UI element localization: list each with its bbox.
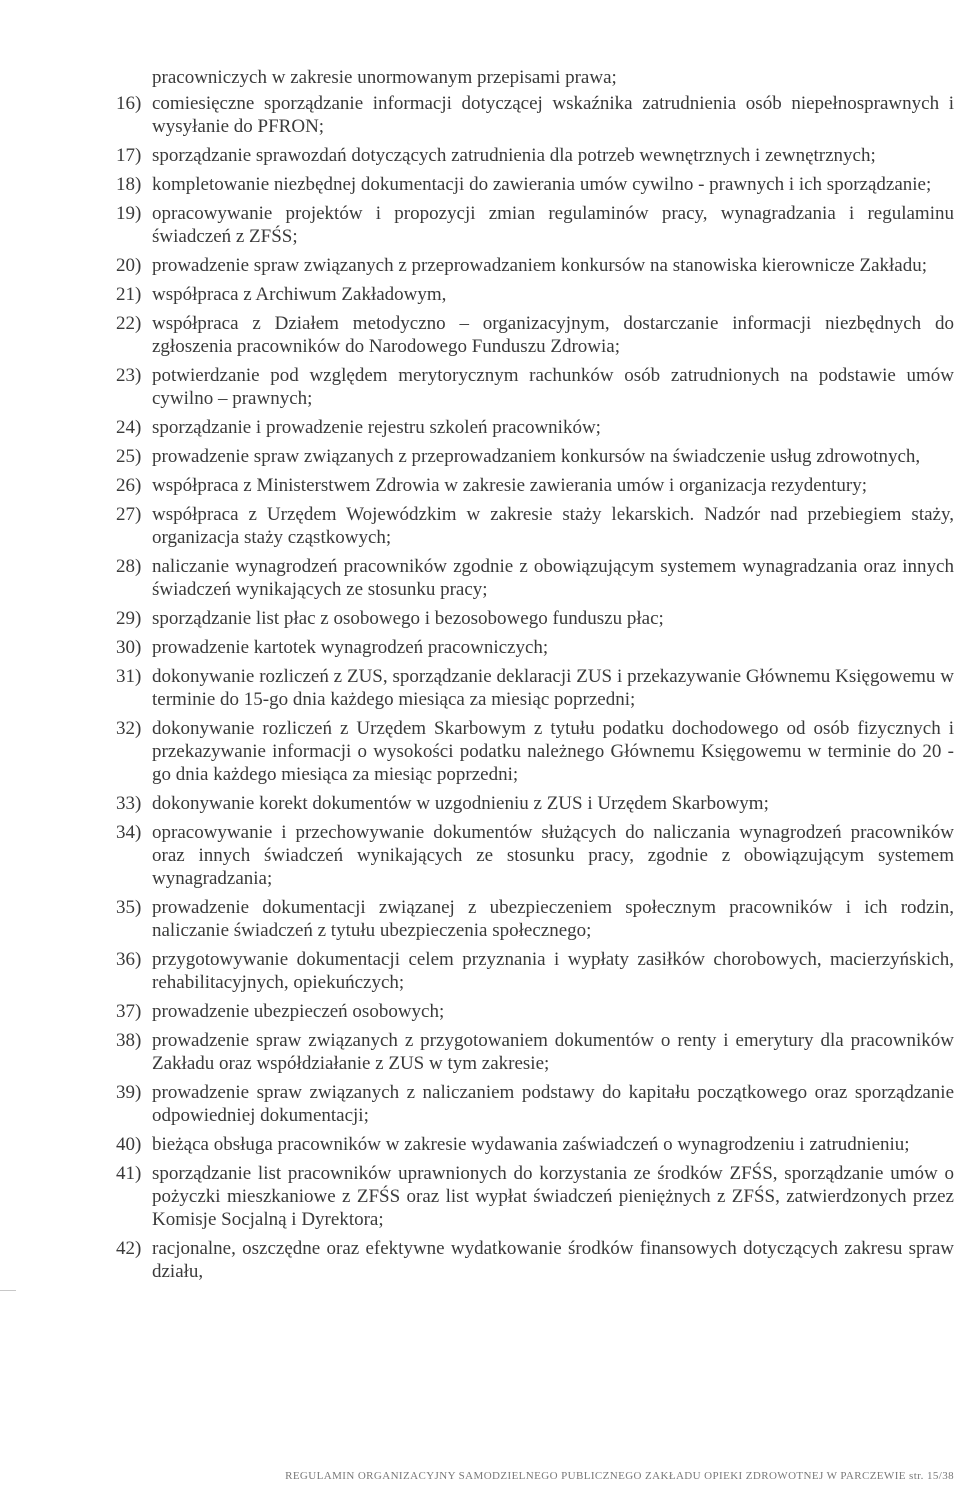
item-text: opracowywanie projektów i propozycji zmian regulaminów pracy, wynagradzania i regulaminu świadczeń z ZFŚS; [152, 203, 954, 247]
item-text: współpraca z Działem metodyczno – organizacyjnym, dostarczanie informacji niezbędnych do zgłoszenia pracowników do Narodowego Funduszu Zdrowia; [152, 313, 954, 357]
item-text: prowadzenie spraw związanych z przygotowaniem dokumentów o renty i emerytury dla pracowników Zakładu oraz współdziałanie z ZUS w tym zakresie; [152, 1030, 954, 1074]
item-text: kompletowanie niezbędnej dokumentacji do zawierania umów cywilno - prawnych i ich sporządzanie; [152, 174, 932, 195]
list-item [116, 555, 954, 601]
item-number: 29) [116, 608, 142, 629]
list-item [116, 717, 954, 786]
item-number: 20) [116, 255, 142, 276]
item-number: 35) [116, 897, 142, 918]
item-number: 40) [116, 1134, 142, 1155]
item-number: 27) [116, 504, 142, 525]
item-number: 37) [116, 1001, 142, 1022]
list-item [116, 173, 954, 196]
item-number: 42) [116, 1238, 142, 1259]
item-text: prowadzenie dokumentacji związanej z ubezpieczeniem społecznym pracowników i ich rodzin, naliczanie świadczeń z tytułu ubezpieczenia społecznego; [152, 897, 954, 941]
item-text: współpraca z Archiwum Zakładowym, [152, 284, 447, 305]
item-number: 32) [116, 718, 142, 739]
list-item [116, 665, 954, 711]
item-number: 25) [116, 446, 142, 467]
item-number: 38) [116, 1030, 142, 1051]
item-number: 19) [116, 203, 142, 224]
list-item [116, 503, 954, 549]
item-text: prowadzenie spraw związanych z naliczaniem podstawy do kapitału początkowego oraz sporządzanie odpowiedniej dokumentacji; [152, 1082, 954, 1126]
item-number: 39) [116, 1082, 142, 1103]
item-number: 16) [116, 93, 142, 114]
list-item [116, 1162, 954, 1231]
item-text: przygotowywanie dokumentacji celem przyznania i wypłaty zasiłków chorobowych, macierzyńskich, rehabilitacyjnych, opiekuńczych; [152, 949, 954, 993]
item-text: dokonywanie korekt dokumentów w uzgodnieniu z ZUS i Urzędem Skarbowym; [152, 793, 769, 814]
item-text: współpraca z Urzędem Wojewódzkim w zakresie staży lekarskich. Nadzór nad przebiegiem staży, organizacja staży cząstkowych; [152, 504, 954, 548]
item-number: 33) [116, 793, 142, 814]
list-item [116, 1000, 954, 1023]
list-item [116, 144, 954, 167]
list-item [116, 364, 954, 410]
list-item [116, 821, 954, 890]
list-item [116, 792, 954, 815]
item-number: 36) [116, 949, 142, 970]
item-number: 21) [116, 284, 142, 305]
list-item [116, 283, 954, 306]
list-item [116, 896, 954, 942]
list-item [116, 1133, 954, 1156]
list-item [116, 92, 954, 138]
list-item [116, 636, 954, 659]
list-item [116, 1237, 954, 1283]
list-item [116, 445, 954, 468]
item-text: potwierdzanie pod względem merytorycznym rachunków osób zatrudnionych na podstawie umów cywilno – prawnych; [152, 365, 954, 409]
item-number: 34) [116, 822, 142, 843]
item-text: dokonywanie rozliczeń z ZUS, sporządzanie deklaracji ZUS i przekazywanie Głównemu Księgowemu w terminie do 15-go dnia każdego miesiąca za miesiąc poprzedni; [152, 666, 954, 710]
list-item [116, 202, 954, 248]
list-item [116, 416, 954, 439]
item-text: prowadzenie kartotek wynagrodzeń pracowniczych; [152, 637, 549, 658]
item-number: 22) [116, 313, 142, 334]
list-item [116, 474, 954, 497]
list-item [116, 948, 954, 994]
item-text: sporządzanie list płac z osobowego i bezosobowego funduszu płac; [152, 608, 664, 629]
item-number: 24) [116, 417, 142, 438]
item-text: comiesięczne sporządzanie informacji dotyczącej wskaźnika zatrudnienia osób niepełnosprawnych i wysyłanie do PFRON; [152, 93, 954, 137]
item-text: prowadzenie ubezpieczeń osobowych; [152, 1001, 445, 1022]
item-text: opracowywanie i przechowywanie dokumentów służących do naliczania wynagrodzeń pracowników oraz innych świadczeń wynikających ze stosunku pracy, zgodnie z obowiązującym systemem wynagradzania; [152, 822, 954, 889]
item-text: sporządzanie list pracowników uprawnionych do korzystania ze środków ZFŚS, sporządzanie umów o pożyczki mieszkaniowe z ZFŚS oraz list wypłat świadczeń pieniężnych z ZFŚS, zatwierdzonych przez Komisje Socjalną i Dyrektora; [152, 1163, 954, 1230]
list-item [116, 1029, 954, 1075]
item-text: dokonywanie rozliczeń z Urzędem Skarbowym z tytułu podatku dochodowego od osób fizycznych i przekazywanie informacji o wysokości podatku należnego Głównemu Księgowemu w terminie do 20 - go dnia każdego miesiąca za miesiąc poprzedni; [152, 718, 954, 785]
item-number: 31) [116, 666, 142, 687]
item-text: współpraca z Ministerstwem Zdrowia w zakresie zawierania umów i organizacja rezydentury; [152, 475, 868, 496]
list-item [116, 1081, 954, 1127]
item-text: bieżąca obsługa pracowników w zakresie wydawania zaświadczeń o wynagrodzeniu i zatrudnieniu; [152, 1134, 910, 1155]
list-item [116, 607, 954, 630]
item-text: prowadzenie spraw związanych z przeprowadzaniem konkursów na stanowiska kierownicze Zakładu; [152, 255, 927, 276]
item-number: 41) [116, 1163, 142, 1184]
list-item [116, 254, 954, 277]
margin-mark [0, 1290, 16, 1291]
item-text: sporządzanie sprawozdań dotyczących zatrudnienia dla potrzeb wewnętrznych i zewnętrznych; [152, 145, 876, 166]
page-footer: REGULAMIN ORGANIZACYJNY SAMODZIELNEGO PUBLICZNEGO ZAKŁADU OPIEKI ZDROWOTNEJ W PARCZEWIE str. 15/38 [285, 1470, 954, 1482]
item-text: prowadzenie spraw związanych z przeprowadzaniem konkursów na świadczenie usług zdrowotnych, [152, 446, 921, 467]
item-number: 30) [116, 637, 142, 658]
list-item [116, 312, 954, 358]
item-text: racjonalne, oszczędne oraz efektywne wydatkowanie środków finansowych dotyczących zakresu spraw działu, [152, 1238, 954, 1282]
item-text: naliczanie wynagrodzeń pracowników zgodnie z obowiązującym systemem wynagradzania oraz innych świadczeń wynikających ze stosunku pracy; [152, 556, 954, 600]
item-number: 23) [116, 365, 142, 386]
item-number: 26) [116, 475, 142, 496]
item-number: 28) [116, 556, 142, 577]
item-number: 17) [116, 145, 142, 166]
item-number: 18) [116, 174, 142, 195]
item-text: sporządzanie i prowadzenie rejestru szkoleń pracowników; [152, 417, 601, 438]
continuation-line: pracowniczych w zakresie unormowanym przepisami prawa; [152, 67, 617, 88]
duties-list [116, 92, 954, 1289]
